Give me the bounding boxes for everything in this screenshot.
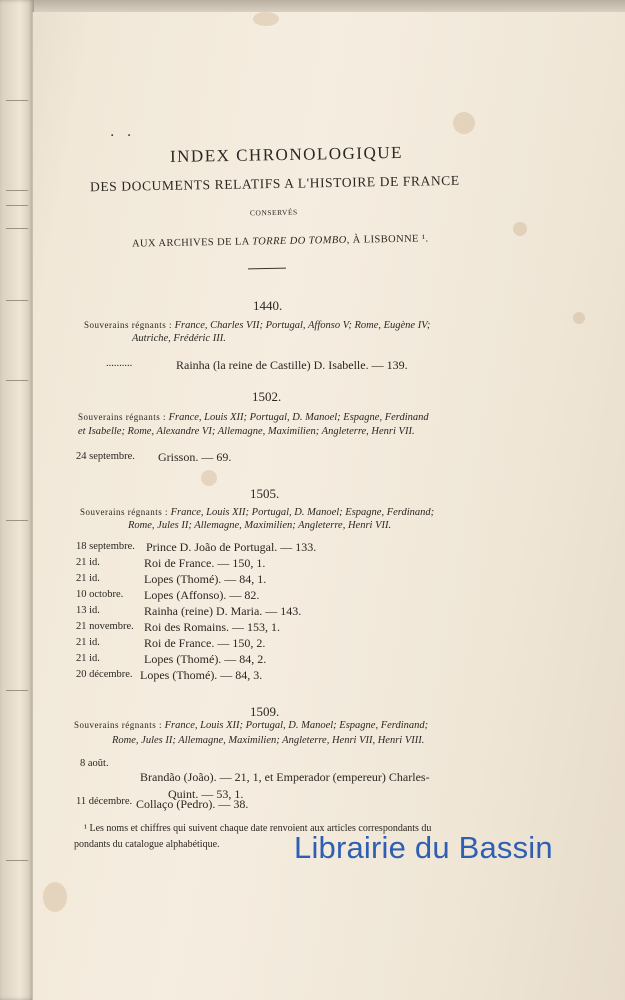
entry-text: Lopes (Thomé). — 84, 2. bbox=[144, 652, 267, 666]
entry-date: .......... bbox=[106, 358, 133, 369]
entry-text: Roi de France. — 150, 1. bbox=[144, 556, 266, 570]
entry-date: 24 septembre. bbox=[76, 451, 135, 462]
entry-text: Lopes (Thomé). — 84, 1. bbox=[144, 572, 267, 586]
entry-text: Quint. — 53, 1. bbox=[168, 787, 244, 801]
entry-text: Prince D. João de Portugal. — 133. bbox=[146, 540, 317, 554]
page-subtitle: DES DOCUMENTS RELATIFS A L'HISTOIRE DE FRANCE bbox=[89, 172, 460, 195]
entry-text: Grisson. — 69. bbox=[158, 450, 232, 464]
entry-text: Brandão (João). — 21, 1, et Emperador (empereur) Charles- bbox=[140, 770, 430, 784]
entry-text: Rainha (reine) D. Maria. — 143. bbox=[144, 604, 302, 618]
sovereigns-line: Rome, Jules II; Allemagne, Maximilien; Angleterre, Henri VII. bbox=[128, 520, 392, 531]
entry-date: 8 août. bbox=[80, 758, 109, 769]
entry-date: 10 octobre. bbox=[76, 589, 124, 600]
watermark-text: Librairie du Bassin bbox=[294, 830, 553, 865]
sovereigns-line: Rome, Jules II; Allemagne, Maximilien; Angleterre, Henri VII, Henri VIII. bbox=[112, 735, 425, 746]
entry-date: 21 novembre. bbox=[76, 621, 134, 632]
entry-date: 21 id. bbox=[76, 573, 100, 584]
archives-line: AUX ARCHIVES DE LA TORRE DO TOMBO, À LISBONNE ¹. bbox=[131, 233, 429, 250]
conserves-label: CONSERVÉS bbox=[249, 207, 298, 218]
sovereigns-line: Souverains régnants : France, Louis XII; Portugal, D. Manoel; Espagne, Ferdinand; bbox=[80, 507, 435, 518]
decorative-dots: · · bbox=[110, 128, 136, 144]
entry-date: 20 décembre. bbox=[76, 669, 133, 680]
entry-date: 13 id. bbox=[76, 605, 100, 616]
entry-text: Lopes (Affonso). — 82. bbox=[144, 588, 260, 602]
entry-date: 21 id. bbox=[76, 557, 100, 568]
entry-text: Roi des Romains. — 153, 1. bbox=[144, 620, 281, 634]
sovereigns-line: Souverains régnants : France, Louis XII; Portugal, D. Manoel; Espagne, Ferdinand; bbox=[74, 720, 429, 731]
entry-text: Roi de France. — 150, 2. bbox=[144, 636, 266, 650]
section-year: 1440. bbox=[253, 298, 283, 313]
entry-date: 21 id. bbox=[76, 653, 100, 664]
entry-text: Collaço (Pedro). — 38. bbox=[136, 797, 249, 811]
entry-date: 21 id. bbox=[76, 637, 100, 648]
entry-date: 11 décembre. bbox=[76, 796, 133, 807]
entry-text: Lopes (Thomé). — 84, 3. bbox=[140, 668, 263, 682]
section-year: 1509. bbox=[250, 704, 280, 719]
entry-text: Rainha (la reine de Castille) D. Isabelle. — 139. bbox=[176, 358, 408, 372]
page-title: INDEX CHRONOLOGIQUE bbox=[169, 142, 404, 167]
sovereigns-line: Autriche, Frédéric III. bbox=[132, 333, 226, 344]
sovereigns-line: Souverains régnants : France, Louis XII; Portugal, D. Manoel; Espagne, Ferdinand bbox=[78, 412, 429, 423]
section-year: 1505. bbox=[250, 486, 280, 501]
sovereigns-line: Souverains régnants : France, Charles VII; Portugal, Affonso V; Rome, Eugène IV; bbox=[84, 320, 431, 331]
section-year: 1502. bbox=[252, 389, 282, 404]
entry-date: 18 septembre. bbox=[76, 541, 135, 552]
left-page-edge bbox=[0, 0, 34, 1000]
sovereigns-line: et Isabelle; Rome, Alexandre VI; Allemagne, Maximilien; Angleterre, Henri VII. bbox=[78, 426, 415, 437]
footnote-line: ¹ Les noms et chiffres qui suivent chaque date renvoient aux articles correspondants du bbox=[84, 823, 432, 834]
footnote-line: pondants du catalogue alphabétique. bbox=[74, 839, 220, 850]
